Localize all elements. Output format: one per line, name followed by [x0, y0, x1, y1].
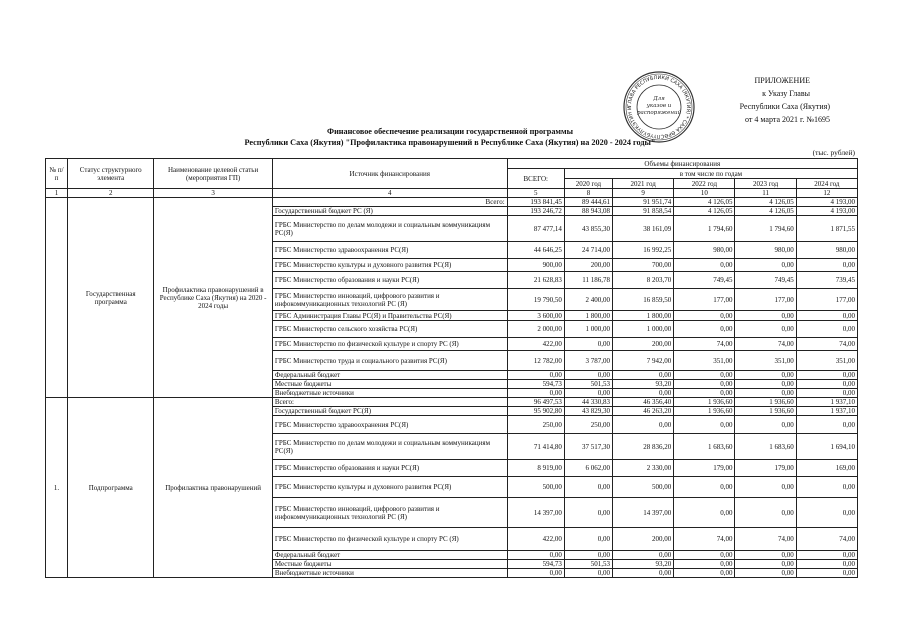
- row-number: 1.: [46, 398, 68, 578]
- amount-year: 351,00: [674, 351, 735, 371]
- program-name: Профилактика правонарушений в Республике Саха (Якутия) на 2020 - 2024 годы: [154, 198, 272, 398]
- amount-year: 0,00: [796, 380, 857, 389]
- amount-year: 1 794,60: [674, 216, 735, 242]
- amount-year: 0,00: [796, 311, 857, 321]
- amount-year: 0,00: [613, 569, 674, 578]
- col-number: 8: [564, 189, 612, 198]
- amount-year: 43 855,30: [564, 216, 612, 242]
- amount-year: 91 951,74: [613, 198, 674, 207]
- amount-year: 0,00: [796, 389, 857, 398]
- amount-year: 0,00: [564, 338, 612, 351]
- amount-year: 44 330,83: [564, 398, 612, 407]
- amount-year: 0,00: [796, 498, 857, 528]
- amount-year: 1 936,60: [674, 398, 735, 407]
- amount-total: 12 782,00: [507, 351, 564, 371]
- amount-year: 0,00: [735, 389, 796, 398]
- document-title: [200, 126, 700, 148]
- amount-year: 6 062,00: [564, 460, 612, 477]
- amount-year: 89 444,61: [564, 198, 612, 207]
- funding-source: Федеральный бюджет: [272, 551, 507, 560]
- amount-total: 14 397,00: [507, 498, 564, 528]
- amount-year: 0,00: [564, 528, 612, 551]
- amount-total: 422,00: [507, 528, 564, 551]
- funding-source: Внебюджетные источники: [272, 389, 507, 398]
- amount-total: 250,00: [507, 416, 564, 434]
- funding-source: ГРБС Министерство труда и социального развития РС(Я): [272, 351, 507, 371]
- amount-year: 8 203,70: [613, 272, 674, 289]
- amount-year: 37 517,30: [564, 434, 612, 460]
- header-year: 2022 год: [674, 179, 735, 189]
- amount-year: 3 787,00: [564, 351, 612, 371]
- amount-year: 38 161,09: [613, 216, 674, 242]
- amount-total: 0,00: [507, 551, 564, 560]
- amount-year: 0,00: [674, 321, 735, 338]
- amount-total: 2 000,00: [507, 321, 564, 338]
- amount-total: 0,00: [507, 569, 564, 578]
- funding-source: ГРБС Министерство культуры и духовного развития РС(Я): [272, 259, 507, 272]
- amount-year: 0,00: [564, 389, 612, 398]
- amount-year: 169,00: [796, 460, 857, 477]
- amount-year: 7 942,00: [613, 351, 674, 371]
- amount-total: 594,73: [507, 380, 564, 389]
- col-number: 12: [796, 189, 857, 198]
- amount-year: 0,00: [674, 560, 735, 569]
- amount-year: 1 871,55: [796, 216, 857, 242]
- amount-year: 0,00: [674, 311, 735, 321]
- amount-year: 177,00: [674, 289, 735, 311]
- amount-year: 0,00: [613, 389, 674, 398]
- amount-year: 0,00: [564, 498, 612, 528]
- amount-total: 71 414,80: [507, 434, 564, 460]
- program-name: Профилактика правонарушений: [154, 398, 272, 578]
- amount-year: 4 193,00: [796, 207, 857, 216]
- amount-year: 46 263,20: [613, 407, 674, 416]
- amount-year: 4 126,05: [674, 207, 735, 216]
- structural-status: Государственная программа: [68, 198, 154, 398]
- amount-year: 0,00: [674, 380, 735, 389]
- funding-source: Местные бюджеты: [272, 380, 507, 389]
- amount-year: 0,00: [735, 569, 796, 578]
- appendix-line: Республики Саха (Якутия): [739, 102, 830, 111]
- header-num: № п/п: [46, 159, 68, 189]
- amount-total: 3 600,00: [507, 311, 564, 321]
- amount-year: 980,00: [735, 242, 796, 259]
- amount-year: 88 943,08: [564, 207, 612, 216]
- amount-total: 0,00: [507, 371, 564, 380]
- structural-status: Подпрограмма: [68, 398, 154, 578]
- funding-source: ГРБС Министерство сельского хозяйства РС(Я): [272, 321, 507, 338]
- header-year: 2023 год: [735, 179, 796, 189]
- amount-year: 0,00: [735, 380, 796, 389]
- amount-total: 193 246,72: [507, 207, 564, 216]
- funding-source: ГРБС Администрация Главы РС(Я) и Правительства РС(Я): [272, 311, 507, 321]
- amount-total: 21 628,83: [507, 272, 564, 289]
- amount-year: 2 330,00: [613, 460, 674, 477]
- title-line-2: Республики Саха (Якутия) "Профилактика правонарушений в Республике Саха (Якутия) на 2020 - 2024 годы": [244, 138, 656, 147]
- funding-source: ГРБС Министерство здравоохранения РС(Я): [272, 416, 507, 434]
- funding-source: ГРБС Министерство инноваций, цифрового развития и инфокоммуникационных технологий РС (Я): [272, 289, 507, 311]
- amount-year: 179,00: [674, 460, 735, 477]
- amount-year: 700,00: [613, 259, 674, 272]
- amount-year: 749,45: [674, 272, 735, 289]
- header-year: 2020 год: [564, 179, 612, 189]
- amount-total: 95 902,80: [507, 407, 564, 416]
- amount-year: 200,00: [613, 528, 674, 551]
- amount-year: 0,00: [613, 371, 674, 380]
- amount-year: 1 000,00: [613, 321, 674, 338]
- amount-year: 0,00: [735, 311, 796, 321]
- amount-year: 980,00: [796, 242, 857, 259]
- amount-year: 179,00: [735, 460, 796, 477]
- amount-year: 1 936,60: [735, 398, 796, 407]
- amount-year: 74,00: [735, 338, 796, 351]
- amount-total: 96 497,53: [507, 398, 564, 407]
- funding-source: Всего:: [272, 398, 507, 407]
- seal-ring-text: ГЛАВА РЕСПУБЛИКИ САХА (ЯКУТИЯ) * САХА ӨРӨСПҮҮБҮЛҮКЭТИН И: [626, 74, 692, 140]
- amount-year: 749,45: [735, 272, 796, 289]
- funding-source: ГРБС Министерство по делам молодежи и социальным коммуникациям РС(Я): [272, 216, 507, 242]
- amount-year: 0,00: [613, 416, 674, 434]
- amount-year: 0,00: [564, 477, 612, 498]
- amount-year: 93,20: [613, 380, 674, 389]
- header-year: 2024 год: [796, 179, 857, 189]
- amount-year: 1 683,60: [735, 434, 796, 460]
- amount-year: 0,00: [735, 259, 796, 272]
- amount-year: 1 800,00: [613, 311, 674, 321]
- amount-year: 0,00: [613, 551, 674, 560]
- amount-year: 0,00: [796, 259, 857, 272]
- units-label: (тыс. рублей): [812, 148, 855, 157]
- amount-year: 74,00: [674, 338, 735, 351]
- amount-year: 16 992,25: [613, 242, 674, 259]
- amount-year: 0,00: [735, 551, 796, 560]
- amount-year: 0,00: [796, 416, 857, 434]
- amount-year: 0,00: [564, 371, 612, 380]
- col-number: 9: [613, 189, 674, 198]
- amount-year: 0,00: [735, 371, 796, 380]
- amount-year: 0,00: [796, 321, 857, 338]
- funding-source: ГРБС Министерство инноваций, цифрового развития и инфокоммуникационных технологий РС (Я): [272, 498, 507, 528]
- appendix-line: к Указу Главы: [762, 89, 810, 98]
- header-name: Наименование целевой статьи (мероприятия ГП): [154, 159, 272, 189]
- amount-year: 500,00: [613, 477, 674, 498]
- amount-year: 0,00: [564, 551, 612, 560]
- col-number: 10: [674, 189, 735, 198]
- header-source: Источник финансирования: [272, 159, 507, 189]
- amount-year: 0,00: [674, 551, 735, 560]
- amount-year: 0,00: [674, 389, 735, 398]
- amount-year: 0,00: [796, 560, 857, 569]
- amount-total: 8 919,00: [507, 460, 564, 477]
- amount-year: 0,00: [674, 569, 735, 578]
- svg-text:указов и: указов и: [646, 103, 672, 109]
- funding-source: Государственный бюджет РС(Я): [272, 407, 507, 416]
- amount-year: 4 126,05: [735, 198, 796, 207]
- amount-year: 0,00: [796, 569, 857, 578]
- col-number: 4: [272, 189, 507, 198]
- funding-source: Всего:: [272, 198, 507, 207]
- amount-year: 1 000,00: [564, 321, 612, 338]
- funding-source: Государственный бюджет РС (Я): [272, 207, 507, 216]
- appendix-block: [690, 74, 830, 126]
- amount-year: 1 683,60: [674, 434, 735, 460]
- amount-year: 74,00: [796, 528, 857, 551]
- amount-year: 91 858,54: [613, 207, 674, 216]
- header-total: ВСЕГО:: [507, 169, 564, 189]
- amount-year: 24 714,00: [564, 242, 612, 259]
- funding-source: ГРБС Министерство образования и науки РС(Я): [272, 272, 507, 289]
- amount-year: 0,00: [674, 477, 735, 498]
- amount-year: 2 400,00: [564, 289, 612, 311]
- svg-text:распоряжений: распоряжений: [636, 110, 682, 116]
- amount-year: 0,00: [674, 259, 735, 272]
- amount-total: 44 646,25: [507, 242, 564, 259]
- funding-source: ГРБС Министерство по физической культуре и спорту РС (Я): [272, 338, 507, 351]
- amount-year: 11 186,78: [564, 272, 612, 289]
- amount-year: 0,00: [796, 477, 857, 498]
- funding-source: ГРБС Министерство здравоохранения РС(Я): [272, 242, 507, 259]
- amount-year: 0,00: [674, 371, 735, 380]
- amount-total: 422,00: [507, 338, 564, 351]
- table-row: [46, 398, 858, 407]
- amount-year: 200,00: [613, 338, 674, 351]
- amount-year: 0,00: [735, 498, 796, 528]
- col-number: 1: [46, 189, 68, 198]
- amount-year: 16 859,50: [613, 289, 674, 311]
- amount-total: 19 790,50: [507, 289, 564, 311]
- funding-source: Местные бюджеты: [272, 560, 507, 569]
- funding-source: ГРБС Министерство культуры и духовного развития РС(Я): [272, 477, 507, 498]
- funding-source: Внебюджетные источники: [272, 569, 507, 578]
- amount-year: 177,00: [796, 289, 857, 311]
- amount-year: 501,53: [564, 380, 612, 389]
- amount-year: 0,00: [564, 569, 612, 578]
- amount-year: 739,45: [796, 272, 857, 289]
- amount-total: 87 477,14: [507, 216, 564, 242]
- funding-source: Федеральный бюджет: [272, 371, 507, 380]
- amount-total: 500,00: [507, 477, 564, 498]
- amount-year: 177,00: [735, 289, 796, 311]
- col-number: 2: [68, 189, 154, 198]
- amount-year: 1 800,00: [564, 311, 612, 321]
- amount-year: 28 836,20: [613, 434, 674, 460]
- col-number: 3: [154, 189, 272, 198]
- amount-year: 74,00: [796, 338, 857, 351]
- amount-year: 1 694,10: [796, 434, 857, 460]
- amount-year: 93,20: [613, 560, 674, 569]
- amount-year: 200,00: [564, 259, 612, 272]
- amount-year: 0,00: [735, 477, 796, 498]
- amount-year: 43 829,30: [564, 407, 612, 416]
- amount-year: 351,00: [796, 351, 857, 371]
- header-by-years: в том числе по годам: [564, 169, 857, 179]
- header-year: 2021 год: [613, 179, 674, 189]
- amount-year: 0,00: [796, 371, 857, 380]
- amount-year: 1 936,60: [735, 407, 796, 416]
- col-number: 5: [507, 189, 564, 198]
- amount-year: 0,00: [735, 416, 796, 434]
- amount-year: 4 126,05: [735, 207, 796, 216]
- amount-year: 0,00: [674, 498, 735, 528]
- funding-source: ГРБС Министерство по физической культуре и спорту РС (Я): [272, 528, 507, 551]
- col-number: 11: [735, 189, 796, 198]
- amount-year: 0,00: [674, 416, 735, 434]
- amount-year: 351,00: [735, 351, 796, 371]
- amount-year: 0,00: [735, 560, 796, 569]
- amount-year: 74,00: [735, 528, 796, 551]
- funding-source: ГРБС Министерство по делам молодежи и социальным коммуникациям РС(Я): [272, 434, 507, 460]
- title-line-1: Финансовое обеспечение реализации государственной программы: [327, 127, 573, 136]
- amount-year: 1 937,10: [796, 407, 857, 416]
- amount-year: 0,00: [796, 551, 857, 560]
- financing-table: [45, 158, 858, 578]
- amount-year: 250,00: [564, 416, 612, 434]
- amount-total: 900,00: [507, 259, 564, 272]
- appendix-line: от 4 марта 2021 г. №1695: [745, 115, 830, 124]
- amount-total: 594,73: [507, 560, 564, 569]
- amount-year: 1 936,60: [674, 407, 735, 416]
- amount-year: 0,00: [735, 321, 796, 338]
- amount-year: 46 356,40: [613, 398, 674, 407]
- amount-year: 4 126,05: [674, 198, 735, 207]
- header-status: Статус структурного элемента: [68, 159, 154, 189]
- svg-text:Для: Для: [653, 96, 665, 102]
- row-number: [46, 198, 68, 398]
- amount-total: 0,00: [507, 389, 564, 398]
- amount-year: 980,00: [674, 242, 735, 259]
- amount-year: 74,00: [674, 528, 735, 551]
- amount-year: 1 794,60: [735, 216, 796, 242]
- amount-year: 1 937,10: [796, 398, 857, 407]
- funding-source: ГРБС Министерство образования и науки РС(Я): [272, 460, 507, 477]
- amount-year: 501,53: [564, 560, 612, 569]
- table-row: [46, 198, 858, 207]
- header-volumes: Объемы финансирования: [507, 159, 857, 169]
- amount-year: 4 193,00: [796, 198, 857, 207]
- amount-year: 14 397,00: [613, 498, 674, 528]
- appendix-line: ПРИЛОЖЕНИЕ: [754, 76, 810, 85]
- amount-total: 193 841,45: [507, 198, 564, 207]
